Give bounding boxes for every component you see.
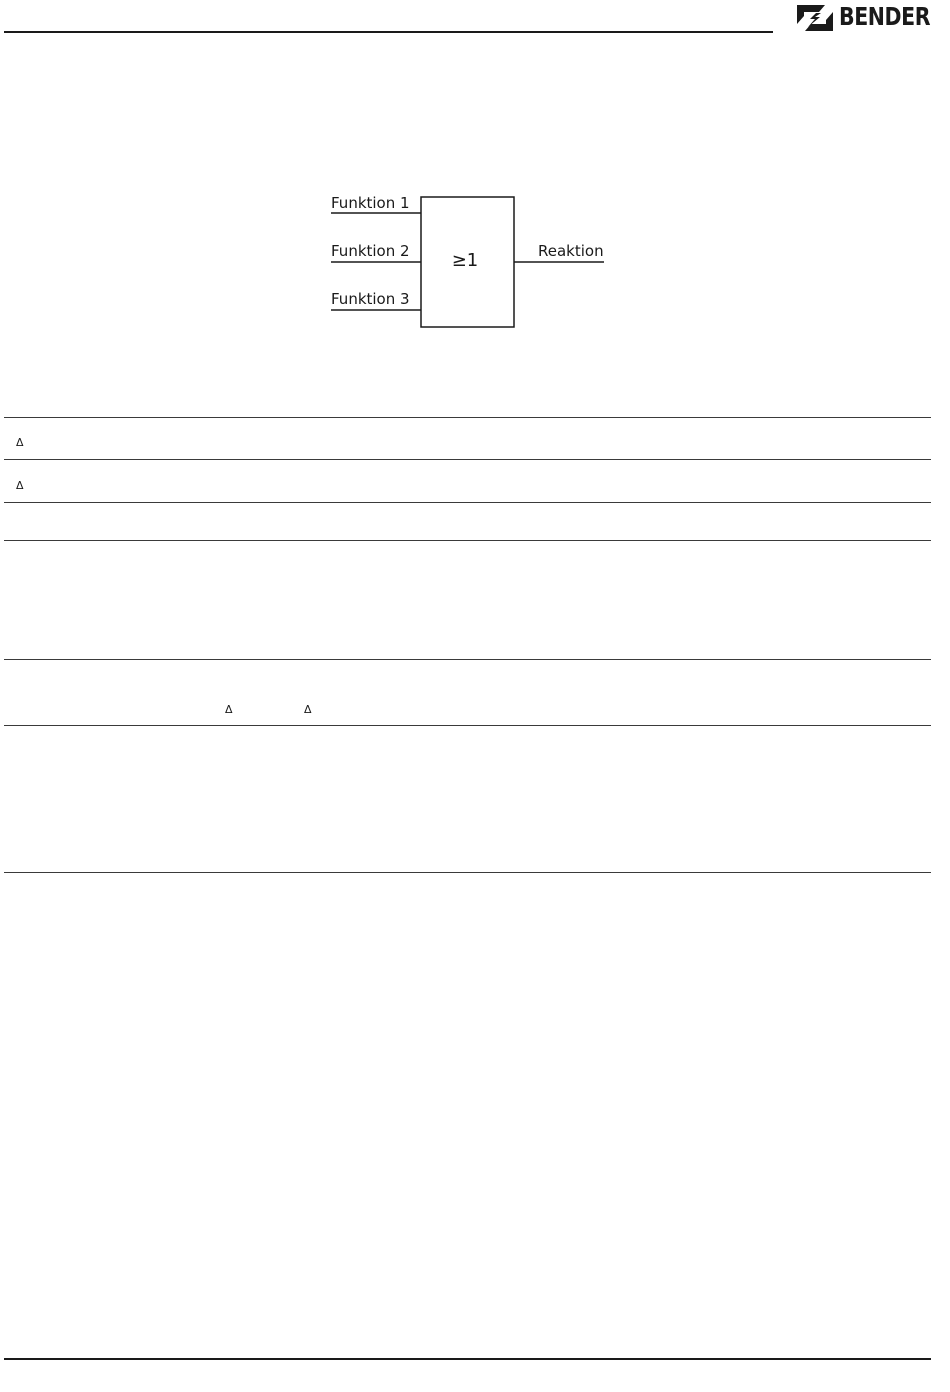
delta-symbol: Δ (304, 703, 312, 716)
table-rule (4, 872, 931, 873)
delta-symbol: Δ (16, 436, 24, 449)
delta-symbol: Δ (16, 479, 24, 492)
input-label-3: Funktion 3 (331, 290, 410, 308)
table-rule (4, 540, 931, 541)
table-rule (4, 725, 931, 726)
logic-or-diagram (0, 0, 950, 360)
table-rule (4, 417, 931, 418)
input-label-2: Funktion 2 (331, 242, 410, 260)
brand-name: BENDER (839, 2, 931, 31)
table-rule (4, 502, 931, 503)
input-label-1: Funktion 1 (331, 194, 410, 212)
output-label: Reaktion (538, 242, 604, 260)
delta-symbol: Δ (225, 703, 233, 716)
gate-symbol: ≥1 (451, 250, 479, 271)
table-rule (4, 659, 931, 660)
footer-rule (4, 1358, 931, 1360)
table-rule (4, 459, 931, 460)
